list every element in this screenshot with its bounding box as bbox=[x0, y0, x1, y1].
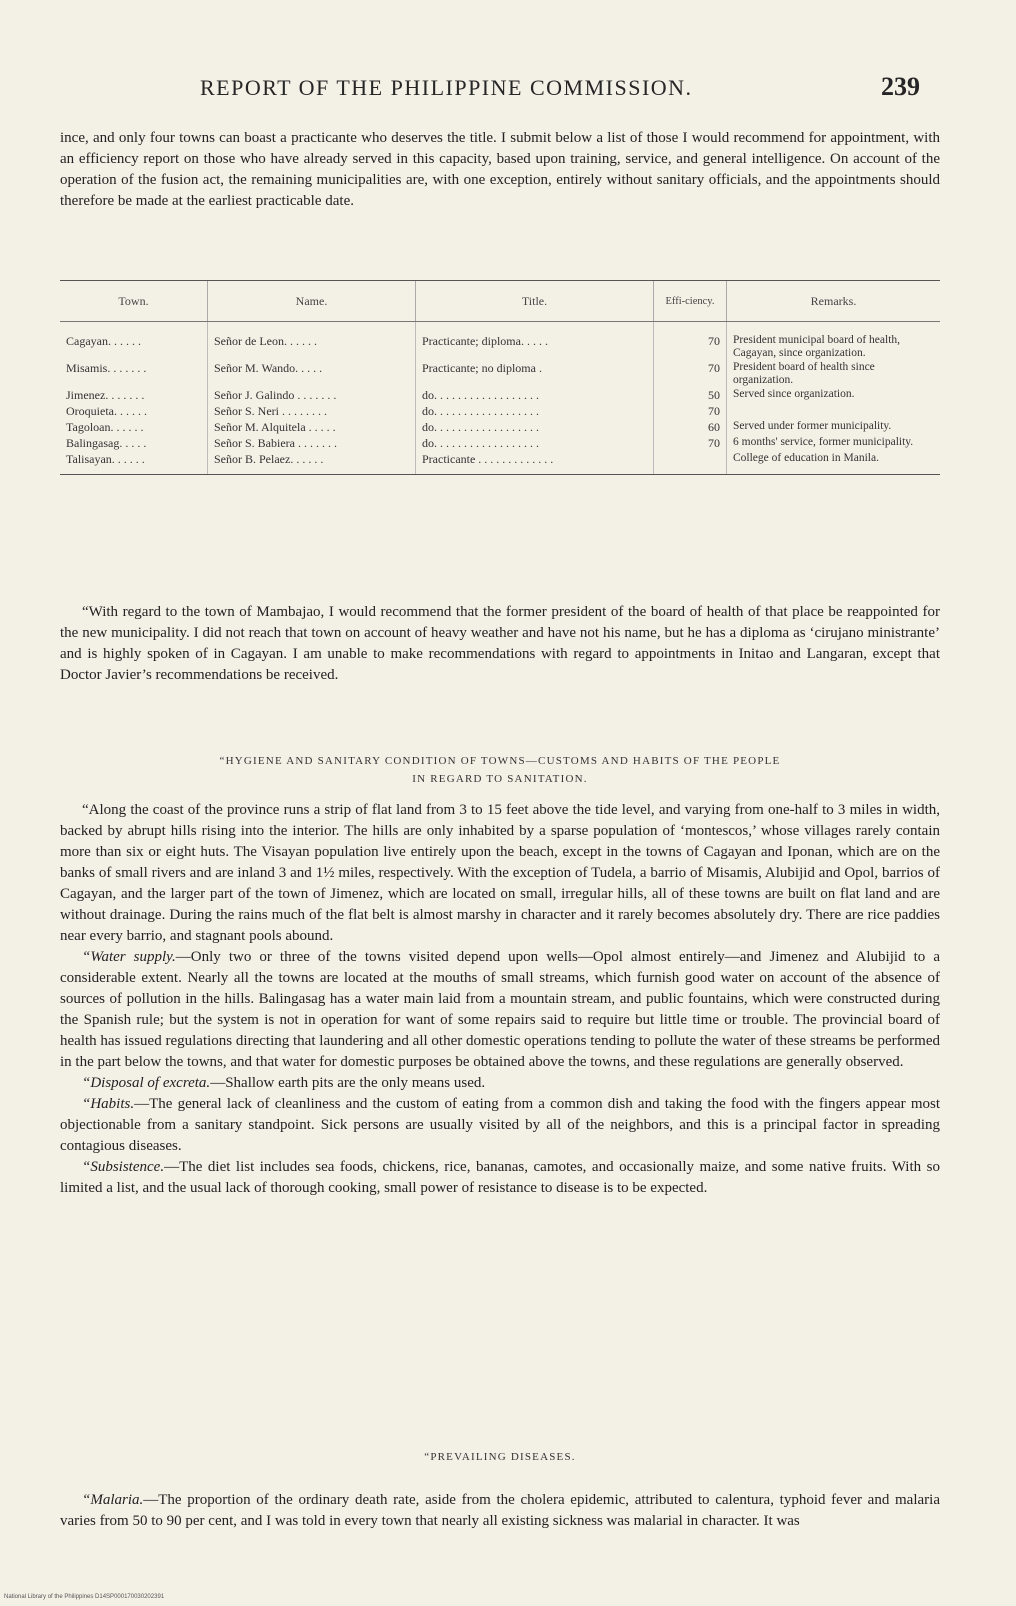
cell-remarks bbox=[727, 403, 941, 419]
intro-paragraph bbox=[60, 128, 940, 212]
cell-name: Señor S. Babiera . . . . . . . bbox=[208, 435, 416, 451]
appointments-table bbox=[60, 280, 940, 475]
coast-paragraph: “Along the coast of the province runs a strip of flat land from 3 to 15 feet above the tide level, and varying from one-half to 3 miles in width, backed by abrupt hills rising into the interior. The hills are only inhabited by a sparse population of ‘montescos,’ whose villages rarely contain more than six or eight huts. The Visayan population live entirely upon the beach, except in the towns of Cagayan and Iponan, which are on the banks of small rivers and are inland 3 and 1½ miles, respectively. With the exception of Tudela, a barrio of Misamis, Alubijid and Opol, barrios of Cagayan, and the larger part of the town of Jimenez, which are located on small, irregular hills, all of these towns are built on flat land and are without drainage. During the rains much of the flat belt is almost marshy in character and it rarely becomes absolutely dry. There are rice paddies near every barrio, and stagnant pools abound. bbox=[60, 802, 940, 944]
cell-name: Señor M. Alquitela . . . . . bbox=[208, 419, 416, 435]
page-number: 239 bbox=[881, 72, 920, 101]
intro-text: ince, and only four towns can boast a practicante who deserves the title. I submit below a list of those I would recommend for appointment, with an efficiency report on those who have already served in this capacity, based upon training, service, and general intelligence. On account of the operation of the fusion act, the remaining municipalities are, with one exception, entirely without sanitary officials, and the appointments should therefore be made at the earliest practicable date. bbox=[60, 130, 940, 209]
table-row bbox=[60, 451, 940, 475]
cell-remarks: Served under former municipality. bbox=[727, 419, 941, 435]
cell-town: Misamis. . . . . . . bbox=[66, 361, 147, 375]
cell-title: do. . . . . . . . . . . . . . . . . . bbox=[416, 435, 654, 451]
cell-town: Talisayan. . . . . . bbox=[60, 451, 208, 475]
hygiene-heading-line-2: IN REGARD TO SANITATION. bbox=[412, 773, 588, 785]
cell-title: Practicante . . . . . . . . . . . . . bbox=[416, 451, 654, 475]
cell-town: Tagoloan. . . . . . bbox=[66, 420, 144, 434]
cell-title: Practicante; no diploma . bbox=[416, 360, 654, 387]
malaria-text-wrap bbox=[60, 1490, 940, 1532]
habits-text: —The general lack of cleanliness and the custom of eating from a common dish and taking the food with the fingers appear most objectionable from a sanitary standpoint. Sick persons are usually visited by all of the neighbors, and this is a principal factor in spreading contagious diseases. bbox=[60, 1096, 940, 1154]
cell-title: do. . . . . . . . . . . . . . . . . . bbox=[416, 387, 654, 403]
running-head-title: REPORT OF THE PHILIPPINE COMMISSION. bbox=[200, 75, 693, 100]
diseases-heading: “PREVAILING DISEASES. bbox=[424, 1451, 576, 1463]
hygiene-heading-line-1: “HYGIENE AND SANITARY CONDITION OF TOWNS—CUSTOMS AND HABITS OF THE PEOPLE bbox=[219, 755, 781, 767]
table-row bbox=[60, 419, 940, 435]
header-remarks: Remarks. bbox=[727, 281, 941, 322]
mambajao-paragraph bbox=[60, 602, 940, 686]
habits-label: “Habits. bbox=[82, 1096, 135, 1112]
cell-efficiency bbox=[654, 451, 727, 475]
excreta-label: “Disposal of excreta. bbox=[82, 1075, 211, 1091]
cell-town: Oroquieta. . . . . . bbox=[66, 404, 147, 418]
cell-remarks: Served since organization. bbox=[727, 387, 941, 403]
table-row bbox=[60, 322, 940, 361]
cell-efficiency: 70 bbox=[654, 322, 727, 361]
hygiene-heading bbox=[60, 752, 940, 788]
malaria-label: “Malaria. bbox=[82, 1492, 144, 1508]
cell-remarks: 6 months' service, former municipality. bbox=[727, 435, 941, 451]
excreta-text: —Shallow earth pits are the only means used. bbox=[210, 1075, 486, 1091]
running-head bbox=[200, 72, 920, 102]
cell-efficiency: 70 bbox=[654, 403, 727, 419]
cell-title: Practicante; diploma. . . . . bbox=[416, 322, 654, 361]
cell-town: Balingasag. . . . . bbox=[66, 436, 147, 450]
header-town: Town. bbox=[60, 281, 208, 322]
cell-remarks: College of education in Manila. bbox=[727, 451, 941, 475]
cell-name: Señor B. Pelaez. . . . . . bbox=[208, 451, 416, 475]
cell-name: Señor M. Wando. . . . . bbox=[208, 360, 416, 387]
subsistence-label: “Subsistence. bbox=[82, 1159, 165, 1175]
header-title: Title. bbox=[416, 281, 654, 322]
cell-efficiency: 60 bbox=[654, 419, 727, 435]
cell-title: do. . . . . . . . . . . . . . . . . . bbox=[416, 419, 654, 435]
water-supply-paragraph bbox=[60, 947, 940, 1073]
table-row bbox=[60, 360, 940, 387]
malaria-paragraph bbox=[60, 1490, 940, 1532]
excreta-paragraph bbox=[60, 1073, 940, 1094]
cell-name: Señor J. Galindo . . . . . . . bbox=[208, 387, 416, 403]
cell-efficiency: 50 bbox=[654, 387, 727, 403]
cell-efficiency: 70 bbox=[654, 435, 727, 451]
habits-paragraph bbox=[60, 1094, 940, 1157]
hygiene-section bbox=[60, 800, 940, 1199]
subsistence-paragraph bbox=[60, 1157, 940, 1199]
water-supply-label: “Water supply. bbox=[82, 949, 176, 965]
water-supply-text: —Only two or three of the towns visited depend upon wells—Opol almost entirely—and Jimenez and Alubijid to a considerable extent. Nearly all the towns are located at the mouths of small streams, which furnish good water on account of the absence of sources of pollution in the hills. Balingasag has a water main laid from a mountain stream, and public fountains, which were constructed during the Spanish rule; but the system is not in operation for want of some repairs said to require but little time or trouble. The provincial board of health has issued regulations directing that laundering and all other domestic operations tending to pollute the water of these streams be performed in the part below the towns, and that water for domestic purposes be obtained above the towns, and these regulations are generally observed. bbox=[60, 949, 940, 1070]
subsistence-text: —The diet list includes sea foods, chickens, rice, bananas, camotes, and occasionally maize, and some native fruits. With so limited a list, and the usual lack of thorough cooking, small power of resistance to disease is to be expected. bbox=[60, 1159, 940, 1196]
cell-efficiency: 70 bbox=[654, 360, 727, 387]
table-row bbox=[60, 387, 940, 403]
scan-credit: National Library of the Philippines D14SP000170030202391 bbox=[4, 1594, 165, 1600]
cell-town: Cagayan. . . . . . bbox=[66, 334, 141, 348]
cell-name: Señor S. Neri . . . . . . . . bbox=[208, 403, 416, 419]
header-efficiency: Effi-ciency. bbox=[654, 281, 727, 322]
cell-title: do. . . . . . . . . . . . . . . . . . bbox=[416, 403, 654, 419]
cell-remarks: President board of health since organization. bbox=[727, 360, 941, 387]
table-row bbox=[60, 403, 940, 419]
table-row bbox=[60, 435, 940, 451]
header-name: Name. bbox=[208, 281, 416, 322]
malaria-text: —The proportion of the ordinary death rate, aside from the cholera epidemic, attributed to calentura, typhoid fever and malaria varies from 50 to 90 per cent, and I was told in every town that nearly all existing sickness was malarial in character. It was bbox=[60, 1492, 940, 1529]
cell-name: Señor de Leon. . . . . . bbox=[208, 322, 416, 361]
table-header-row bbox=[60, 281, 940, 322]
cell-remarks: President municipal board of health, Cagayan, since organization. bbox=[727, 322, 941, 361]
cell-town: Jimenez. . . . . . . bbox=[66, 388, 145, 402]
mambajao-text: “With regard to the town of Mambajao, I would recommend that the former president of the board of health of that place be reappointed for the new municipality. I did not reach that town on account of heavy weather and have not his name, but he has a diploma as ‘cirujano ministrante’ and is highly spoken of in Cagayan. I am unable to make recommendations with regard to appointments in Initao and Langaran, except that Doctor Javier’s recommendations be received. bbox=[60, 604, 940, 683]
